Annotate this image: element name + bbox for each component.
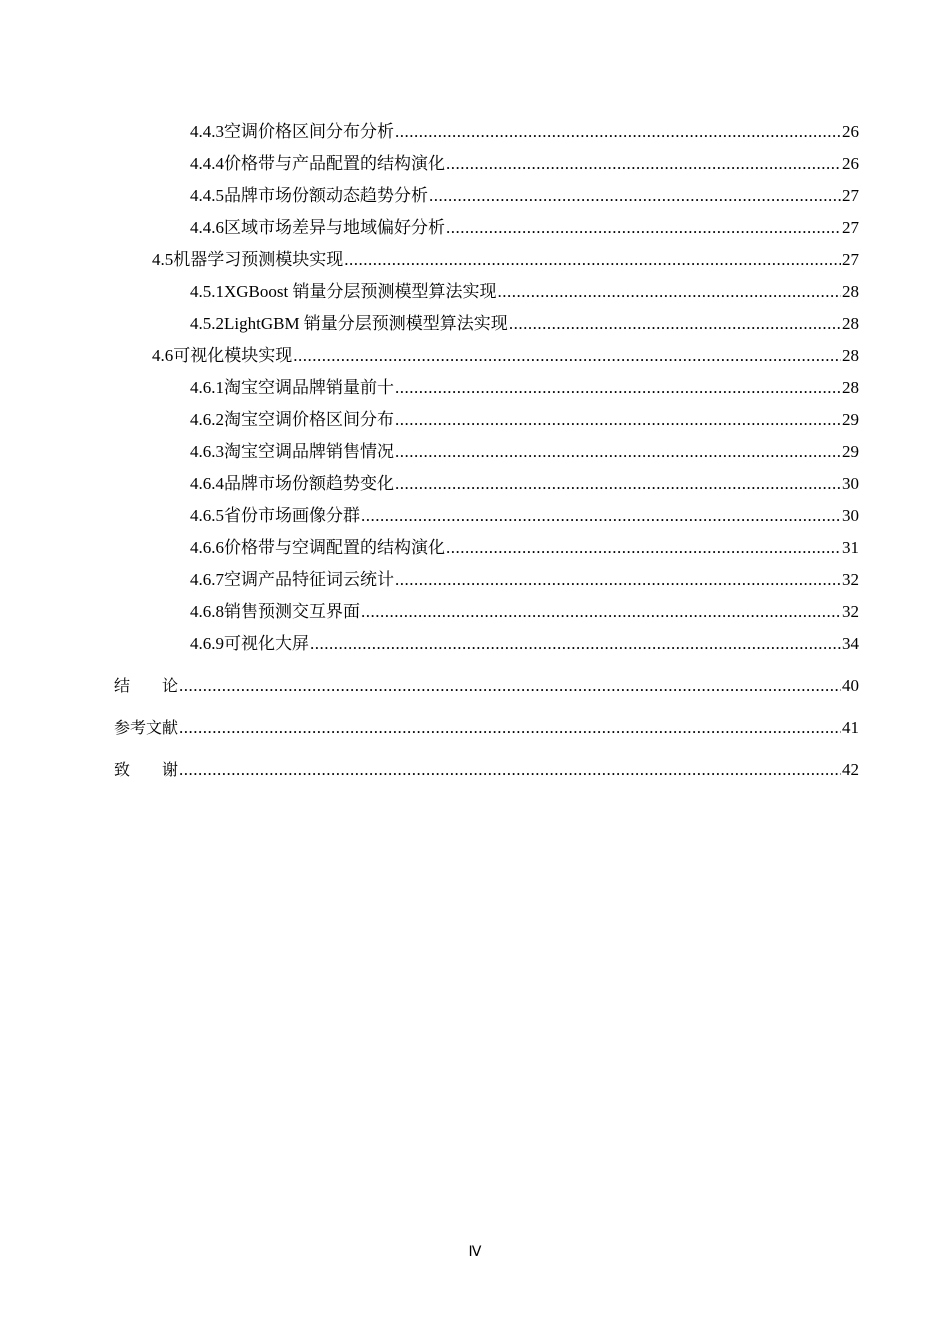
toc-entry-number: 4.5.2	[190, 314, 224, 333]
toc-entry-number: 4.6.3	[190, 442, 224, 461]
dot-leader	[179, 707, 841, 749]
toc-entry-title: 价格带与产品配置的结构演化	[224, 154, 445, 173]
toc-entry-title: 空调产品特征词云统计	[224, 570, 394, 589]
toc-entry-page: 28	[842, 314, 859, 333]
toc-entry-page: 27	[842, 218, 859, 237]
toc-entry-page: 28	[842, 378, 859, 397]
toc-entry-number: 4.6.2	[190, 410, 224, 429]
toc-entry-title: 可视化模块实现	[173, 346, 293, 365]
toc-entry-title: 结 论	[114, 676, 179, 695]
toc-entry-page: 32	[842, 570, 859, 589]
toc-entry-4-6-1[interactable]	[0, 372, 950, 404]
toc-entry-page: 27	[842, 250, 859, 269]
toc-entry-title: 区域市场差异与地域偏好分析	[224, 218, 445, 237]
toc-entry-page: 30	[842, 474, 859, 493]
toc-entry-number: 4.6.4	[190, 474, 224, 493]
toc-entry-4-6-7[interactable]	[0, 564, 950, 596]
toc-entry-page: 34	[842, 634, 859, 653]
toc-entry-page: 28	[842, 282, 859, 301]
toc-entry-page: 42	[842, 760, 859, 779]
dot-leader	[310, 628, 841, 660]
toc-entry-page: 41	[842, 718, 859, 737]
toc-entry-conclusion[interactable]	[0, 665, 950, 707]
dot-leader	[179, 665, 841, 707]
toc-entry-number: 4.4.3	[190, 122, 224, 141]
toc-entry-4-4-3[interactable]	[0, 116, 950, 148]
toc-entry-page: 31	[842, 538, 859, 557]
toc-entry-number: 4.6.8	[190, 602, 224, 621]
dot-leader	[344, 244, 841, 276]
toc-entry-4-5-1[interactable]	[0, 276, 950, 308]
toc-entry-4-6-6[interactable]	[0, 532, 950, 564]
dot-leader	[509, 308, 841, 340]
toc-entry-4-6-5[interactable]	[0, 500, 950, 532]
toc-entry-number: 4.6.1	[190, 378, 224, 397]
toc-entry-4-6-3[interactable]	[0, 436, 950, 468]
toc-entry-number: 4.6.9	[190, 634, 224, 653]
toc-entry-title: 价格带与空调配置的结构演化	[224, 538, 445, 557]
toc-entry-number: 4.5	[152, 250, 174, 269]
toc-entry-title: 淘宝空调品牌销量前十	[224, 378, 394, 397]
toc-entry-4-6-9[interactable]	[0, 628, 950, 660]
dot-leader	[395, 372, 841, 404]
dot-leader	[395, 404, 841, 436]
toc-entry-number: 4.6.7	[190, 570, 224, 589]
toc-entry-number: 4.5.1	[190, 282, 224, 301]
dot-leader	[497, 276, 841, 308]
toc-entry-4-5[interactable]	[0, 244, 950, 276]
dot-leader	[395, 468, 841, 500]
toc-entry-4-6[interactable]	[0, 340, 950, 372]
toc-entry-number: 4.4.6	[190, 218, 224, 237]
toc-entry-number: 4.6	[152, 346, 174, 365]
toc-entry-title: XGBoost 销量分层预测模型算法实现	[224, 282, 497, 301]
toc-entry-references[interactable]	[0, 707, 950, 749]
toc-entry-number: 4.4.5	[190, 186, 224, 205]
dot-leader	[293, 340, 841, 372]
toc-entry-4-5-2[interactable]	[0, 308, 950, 340]
toc-entry-page: 27	[842, 186, 859, 205]
toc-entry-number: 4.6.5	[190, 506, 224, 525]
dot-leader	[429, 180, 841, 212]
dot-leader	[361, 500, 841, 532]
toc-entry-page: 32	[842, 602, 859, 621]
dot-leader	[361, 596, 841, 628]
toc-entry-number: 4.6.6	[190, 538, 224, 557]
toc-entry-title: LightGBM 销量分层预测模型算法实现	[224, 314, 508, 333]
toc-entry-title: 淘宝空调品牌销售情况	[224, 442, 394, 461]
toc-entry-title: 销售预测交互界面	[224, 602, 360, 621]
toc-entry-title: 机器学习预测模块实现	[173, 250, 344, 269]
toc-entry-acknowledgements[interactable]	[0, 749, 950, 791]
toc-entry-title: 品牌市场份额趋势变化	[224, 474, 394, 493]
toc-entry-page: 26	[842, 122, 859, 141]
toc-entry-4-4-6[interactable]	[0, 212, 950, 244]
toc-entry-4-6-8[interactable]	[0, 596, 950, 628]
toc-entry-4-4-5[interactable]	[0, 180, 950, 212]
toc-entry-page: 29	[842, 442, 859, 461]
toc-entry-title: 省份市场画像分群	[224, 506, 360, 525]
toc-entry-4-6-2[interactable]	[0, 404, 950, 436]
toc-entry-title: 参考文献	[114, 718, 179, 737]
toc-entry-4-6-4[interactable]	[0, 468, 950, 500]
toc-entry-title: 可视化大屏	[224, 634, 309, 653]
toc-entry-page: 30	[842, 506, 859, 525]
toc-entry-title: 淘宝空调价格区间分布	[224, 410, 394, 429]
dot-leader	[395, 436, 841, 468]
toc-entry-4-4-4[interactable]	[0, 148, 950, 180]
page-number-footer: Ⅳ	[468, 1244, 482, 1260]
toc-entry-page: 28	[842, 346, 859, 365]
dot-leader	[446, 212, 841, 244]
dot-leader	[395, 564, 841, 596]
table-of-contents	[0, 116, 950, 791]
toc-entry-title: 品牌市场份额动态趋势分析	[224, 186, 428, 205]
dot-leader	[446, 148, 841, 180]
dot-leader	[446, 532, 841, 564]
toc-entry-page: 29	[842, 410, 859, 429]
toc-entry-page: 26	[842, 154, 859, 173]
toc-entry-title: 空调价格区间分布分析	[224, 122, 394, 141]
dot-leader	[395, 116, 841, 148]
toc-entry-number: 4.4.4	[190, 154, 224, 173]
toc-entry-page: 40	[842, 676, 859, 695]
toc-entry-title: 致 谢	[114, 760, 179, 779]
dot-leader	[179, 749, 841, 791]
